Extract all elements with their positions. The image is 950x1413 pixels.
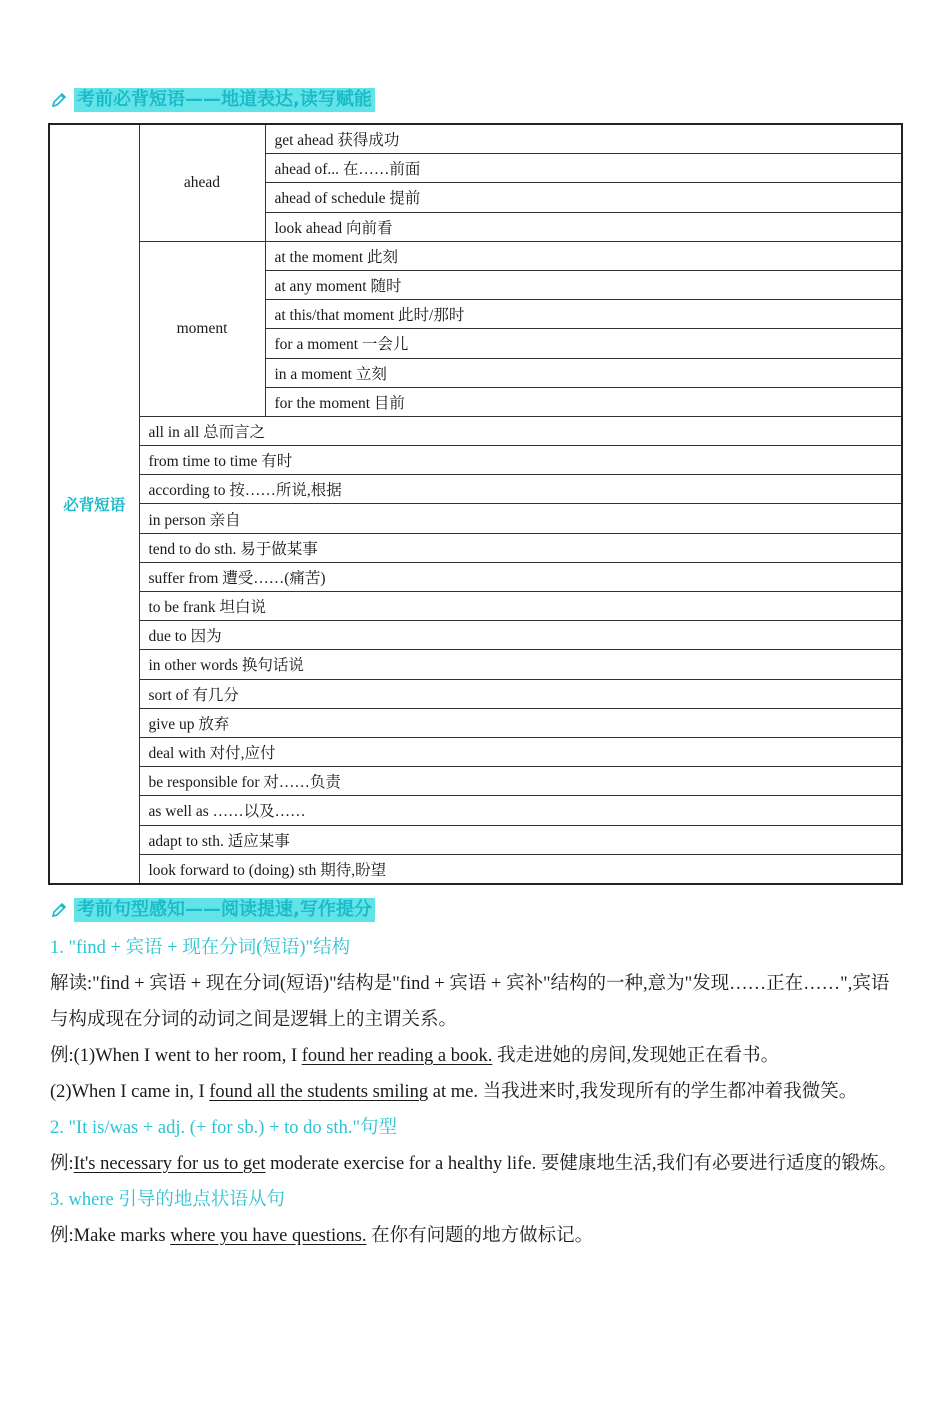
phrase-cell: at this/that moment 此时/那时 [265,300,902,329]
section-header-phrases [50,87,375,113]
pattern-1-heading: 1. "find + 宾语 + 现在分词(短语)"结构 [50,938,351,958]
phrase-cell: deal with 对付,应付 [139,737,902,766]
example-label: 例: [50,1154,74,1174]
section-title: 考前句型感知——阅读提速,写作提分 [74,898,375,922]
head-word-cell: moment [139,241,265,416]
example-text: (2)When I came in, I [50,1082,210,1102]
table-row [49,124,902,154]
phrase-cell: in other words 换句话说 [139,650,902,679]
example-underlined: where you have questions. [170,1226,367,1246]
phrase-cell: as well as ……以及…… [139,796,902,825]
phrase-cell: suffer from 遭受……(痛苦) [139,562,902,591]
table-row [49,446,902,475]
example-underlined: found all the students smiling [209,1082,429,1102]
phrase-cell: look ahead 向前看 [265,212,902,241]
table-row [49,241,902,270]
phrase-cell: tend to do sth. 易于做某事 [139,533,902,562]
phrase-cell: ahead of... 在……前面 [265,154,902,183]
table-row [49,650,902,679]
category-cell: 必背短语 [49,124,139,884]
phrase-cell: sort of 有几分 [139,679,902,708]
phrase-cell: be responsible for 对……负责 [139,767,902,796]
pattern-1-explanation: 解读:"find + 宾语 + 现在分词(短语)"结构是"find + 宾语 + 宾补"结构的一种,意为"发现……正在……",宾语与构成现在分词的动词之间是逻辑上的主谓关系。 [50,974,890,1030]
phrase-table [48,123,903,885]
table-row [49,562,902,591]
pencil-icon [50,901,68,919]
phrase-cell: at any moment 随时 [265,270,902,299]
phrase-cell: all in all 总而言之 [139,416,902,445]
table-row [49,708,902,737]
phrase-cell: from time to time 有时 [139,446,902,475]
table-row [49,796,902,825]
phrase-cell: to be frank 坦白说 [139,592,902,621]
table-row [49,854,902,884]
phrase-cell: in person 亲自 [139,504,902,533]
pattern-content [50,930,902,1254]
table-row [49,737,902,766]
pattern-3-example [50,1218,902,1254]
example-text: 例:(1)When I went to her room, I [50,1046,302,1066]
table-row [49,621,902,650]
phrase-cell: ahead of schedule 提前 [265,183,902,212]
table-row [49,679,902,708]
table-row [49,416,902,445]
phrase-cell: adapt to sth. 适应某事 [139,825,902,854]
example-translation: at me. 当我进来时,我发现所有的学生都冲着我微笑。 [428,1082,858,1102]
pattern-1-example-1 [50,1038,902,1074]
example-translation: 在你有问题的地方做标记。 [366,1226,594,1246]
pattern-2-heading: 2. "It is/was + adj. (+ for sb.) + to do sth."句型 [50,1118,398,1138]
phrase-cell: get ahead 获得成功 [265,124,902,154]
phrase-cell: look forward to (doing) sth 期待,盼望 [139,854,902,884]
example-translation: moderate exercise for a healthy life. 要健康地生活,我们有必要进行适度的锻炼。 [265,1154,897,1174]
phrase-cell: for a moment 一会儿 [265,329,902,358]
pattern-3-heading: 3. where 引导的地点状语从句 [50,1190,285,1210]
phrase-cell: in a moment 立刻 [265,358,902,387]
section-header-patterns [50,897,375,923]
example-underlined: found her reading a book. [301,1046,493,1066]
example-text: 例:Make marks [50,1226,171,1246]
section-title: 考前必背短语——地道表达,读写赋能 [74,88,375,112]
table-row [49,592,902,621]
table-row [49,533,902,562]
pencil-icon [50,91,68,109]
example-underlined: It's necessary for us to get [73,1154,266,1174]
pattern-1-example-2 [50,1074,902,1110]
pattern-2-example [50,1146,902,1182]
head-word-cell: ahead [139,124,265,241]
phrase-cell: due to 因为 [139,621,902,650]
phrase-cell: for the moment 目前 [265,387,902,416]
phrase-cell: at the moment 此刻 [265,241,902,270]
phrase-cell: according to 按……所说,根据 [139,475,902,504]
example-translation: 我走进她的房间,发现她正在看书。 [492,1046,780,1066]
table-row [49,825,902,854]
table-row [49,504,902,533]
table-row [49,475,902,504]
phrase-cell: give up 放弃 [139,708,902,737]
table-row [49,767,902,796]
